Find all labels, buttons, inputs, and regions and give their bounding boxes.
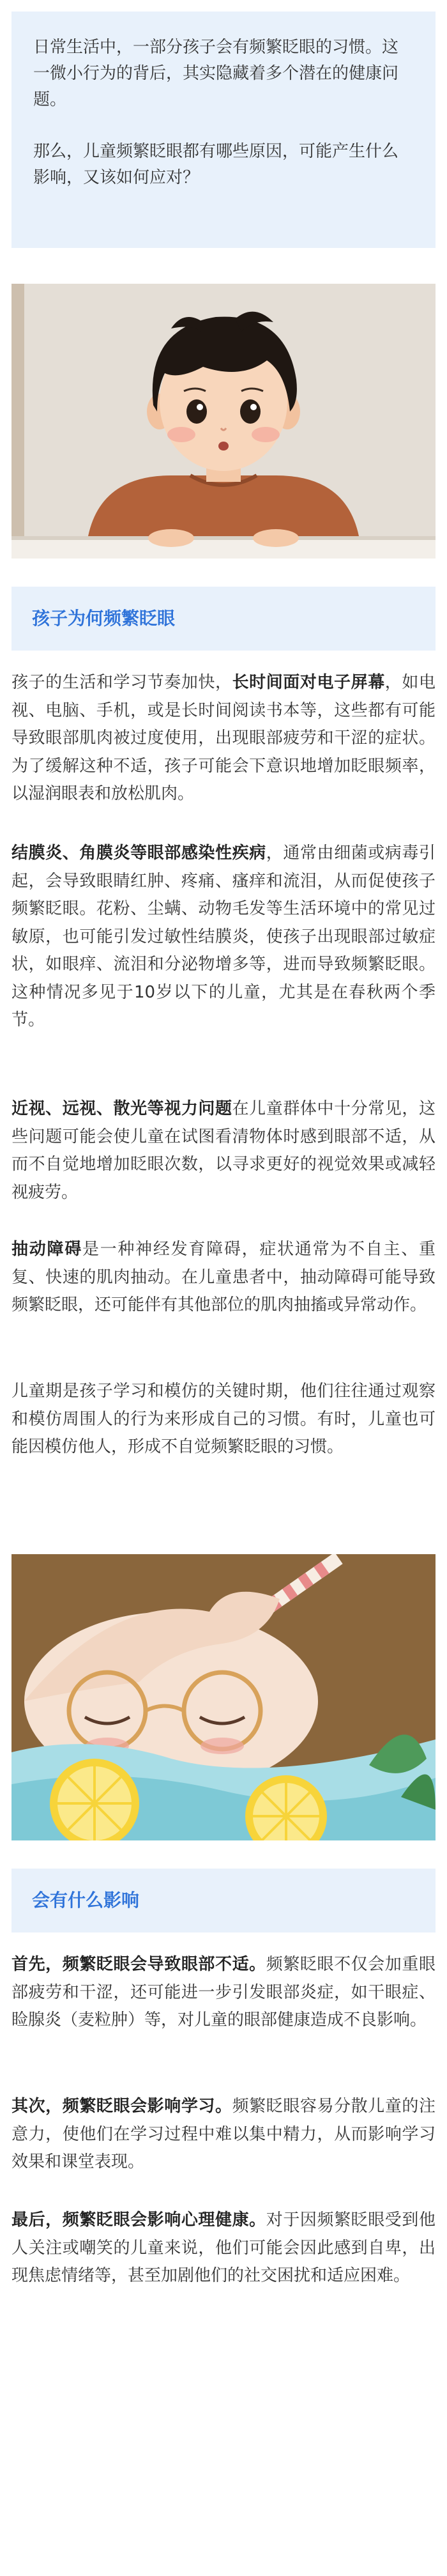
paragraph-screen-time: [11, 669, 436, 808]
section-heading-effects: [11, 1869, 436, 1932]
intro-paragraph-2: 那么，儿童频繁眨眼都有哪些原因，可能产生什么影响，又该如何应对？: [33, 142, 399, 187]
section-heading-causes: [11, 587, 436, 651]
intro-box: [11, 12, 436, 248]
paragraph-text: ，如电视、电脑、手机，或是长时间阅读书本等，这些都有可能导致眼部肌肉被过度使用，出现眼部疲劳和干涩的症状。为了缓解这种不适，孩子可能会下意识地增加眨眼频率，以湿润眼表和放松肌肉。: [11, 673, 436, 803]
paragraph-emphasis: 结膜炎、角膜炎等眼部感染性疾病: [11, 844, 266, 863]
paragraph-text: 在儿童群体中十分常见，这些问题可能会使儿童在试图看清物体时感到眼部不适，从而不自觉地增加眨眼次数，以寻求更好的视觉效果或减轻视疲劳。: [11, 1099, 436, 1202]
paragraph-emphasis: 长时间面对电子屏幕: [232, 673, 385, 692]
paragraph-text: 频繁眨眼不仅会加重眼部疲劳和干涩，还可能进一步引发眼部炎症，如干眼症、睑腺炎（麦粒肿）等，对儿童的眼部健康造成不良影响。: [11, 1955, 436, 2030]
section-heading-effects-label: 会有什么影响: [23, 1884, 148, 1917]
paragraph-eye-discomfort: [11, 1951, 436, 2035]
paragraph-emphasis: 抽动障碍: [11, 1240, 82, 1259]
paragraph-mental-health: [11, 2207, 436, 2290]
paragraph-text: ，通常由细菌或病毒引起，会导致眼睛红肿、疼痛、瘙痒和流泪，从而促使孩子频繁眨眼。花粉、尘螨、动物毛发等生活环境中的常见过敏原，也可能引发过敏性结膜炎，使孩子出现眼部过敏症状，如眼痒、流泪和分泌物增多等，进而导致频繁眨眼。这种情况多见于10岁以下的儿童，尤其是在春秋两个季节。: [11, 844, 436, 1030]
paragraph-emphasis: 近视、远视、散光等视力问题: [11, 1099, 232, 1118]
paragraph-text: 孩子的生活和学习节奏加快，: [11, 673, 232, 692]
glasses-lemon-illustration: [11, 1554, 436, 1840]
paragraph-eye-infection: [11, 840, 436, 1035]
paragraph-vision-problems: [11, 1095, 436, 1207]
paragraph-emphasis: 首先，频繁眨眼会导致眼部不适。: [11, 1955, 266, 1974]
paragraph-text: 儿童期是孩子学习和模仿的关键时期，他们往往通过观察和模仿周围人的行为来形成自己的习惯。有时，儿童也可能因模仿他人，形成不自觉频繁眨眼的习惯。: [11, 1382, 436, 1456]
paragraph-text: 频繁眨眼容易分散儿童的注意力，使他们在学习过程中难以集中精力，从而影响学习效果和课堂表现。: [11, 2097, 436, 2171]
paragraph-emphasis: 其次，频繁眨眼会影响学习。: [11, 2097, 232, 2116]
paragraph-learning-impact: [11, 2093, 436, 2177]
paragraph-emphasis: 最后，频繁眨眼会影响心理健康。: [11, 2210, 266, 2230]
paragraph-text: 是一种神经发育障碍，症状通常为不自主、重复、快速的肌肉抽动。在儿童患者中，抽动障碍可能导致频繁眨眼，还可能伴有其他部位的肌肉抽搐或异常动作。: [11, 1240, 436, 1315]
child-portrait-illustration: [11, 284, 436, 559]
paragraph-text: 对于因频繁眨眼受到他人关注或嘲笑的儿童来说，他们可能会因此感到自卑，出现焦虑情绪等，甚至加剧他们的社交困扰和适应困难。: [11, 2210, 436, 2285]
section-heading-causes-label: 孩子为何频繁眨眼: [23, 602, 184, 635]
paragraph-imitation: [11, 1378, 436, 1462]
intro-paragraph-1: 日常生活中，一部分孩子会有频繁眨眼的习惯。这一微小行为的背后，其实隐藏着多个潜在的健康问题。: [33, 38, 399, 109]
paragraph-tic-disorder: [11, 1236, 436, 1320]
